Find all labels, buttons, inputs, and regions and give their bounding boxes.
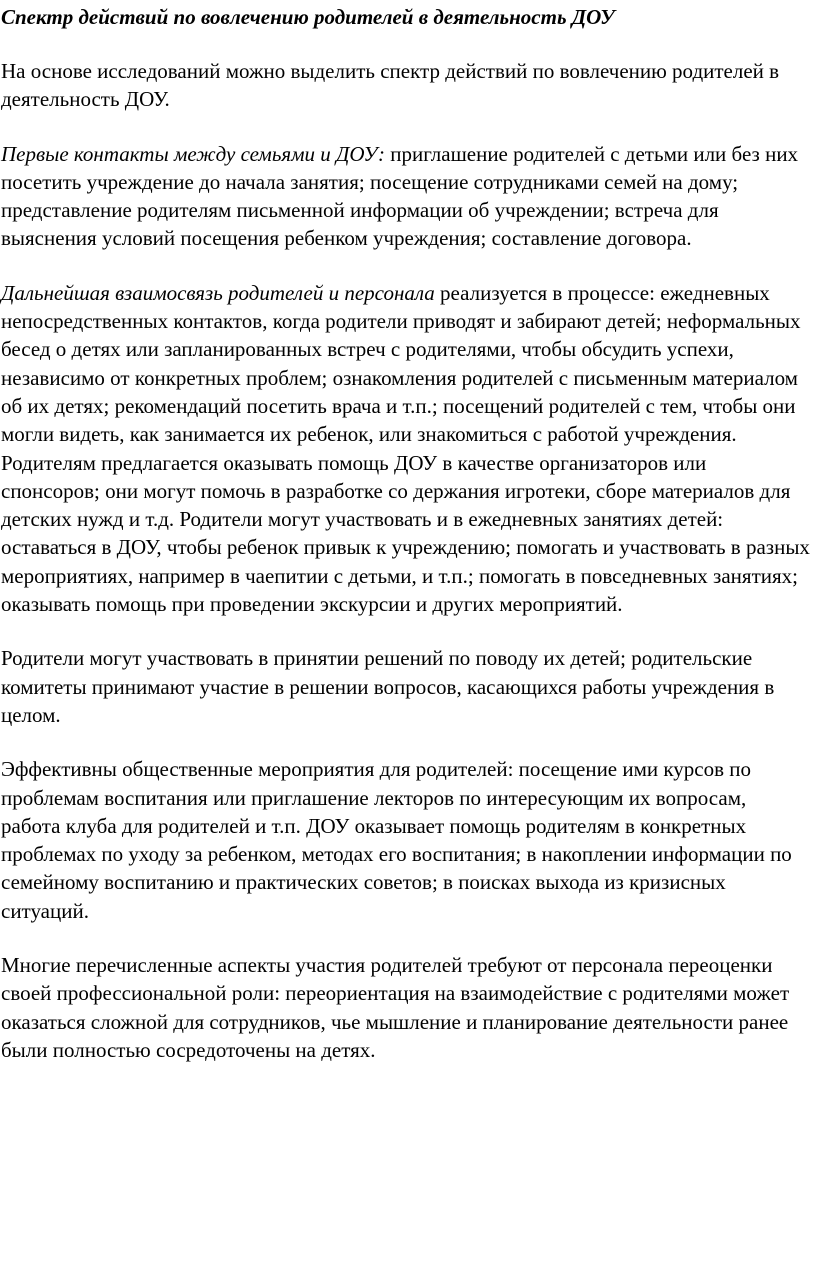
further-interaction-lead: Дальнейшая взаимосвязь родителей и персонала [1,280,435,305]
decision-making-paragraph: Родители могут участвовать в принятии решений по поводу их детей; родительские комитеты принимают участие в решении вопросов, касающихся работы учреждения в целом. [1,646,775,727]
first-contacts-paragraph [1,140,810,253]
document-title: Спектр действий по вовлечению родителей в деятельность ДОУ [1,5,615,29]
further-interaction-text: реализуется в процессе: ежедневных непосредственных контактов, когда родители приводят и забирают детей; неформальных бесед о детях или запланированных встреч с родителями, чтобы обсудить успехи, независимо от конкретных проблем; ознакомления родителей с письменным материалом об их детях; рекомендаций посетить врача и т.п.; посещений родителей с тем, чтобы они могли видеть, как занимается их ребенок, или знакомиться с работой учреждения. Родителям предлагается оказывать помощь ДОУ в качестве организаторов или спонсоров; они могут помочь в разработке со держания игротеки, сборе материалов для детских нужд и т.д. Родители могут участвовать и в ежедневных занятиях детей: оставаться в ДОУ, чтобы ребенок привык к учреждению; помогать и участвовать в разных мероприятиях, например в чаепитии с детьми, и т.п.; помогать в повседневных занятиях; оказывать помощь при проведении экскурсии и других мероприятий. [1,280,810,617]
further-interaction-paragraph [1,279,810,619]
first-contacts-lead: Первые контакты между семьями и ДОУ: [1,141,386,166]
public-events-paragraph: Эффективны общественные мероприятия для родителей: посещение ими курсов по проблемам воспитания или приглашение лекторов по интересующим их вопросам, работа клуба для родителей и т.п. ДОУ оказывает помощь родителям в конкретных проблемах по уходу за ребенком, методах его воспитания; в накоплении информации по семейному воспитанию и практических советов; в поисках выхода из кризисных ситуаций. [1,757,792,923]
first-contacts-text: приглашение родителей с детьми или без них посетить учреждение до начала занятия; посещение сотрудниками семей на дому; представление родителям письменной информации об учреждении; встреча для выяснения условий посещения ребенком учреждения; составление договора. [1,141,799,251]
staff-role-paragraph: Многие перечисленные аспекты участия родителей требуют от персонала переоценки своей профессиональной роли: переориентация на взаимодействие с родителями может оказаться сложной для сотрудников, чье мышление и планирование деятельности ранее были полностью сосредоточены на детях. [1,953,790,1062]
intro-paragraph: На основе исследований можно выделить спектр действий по вовлечению родителей в деятельность ДОУ. [1,59,780,112]
